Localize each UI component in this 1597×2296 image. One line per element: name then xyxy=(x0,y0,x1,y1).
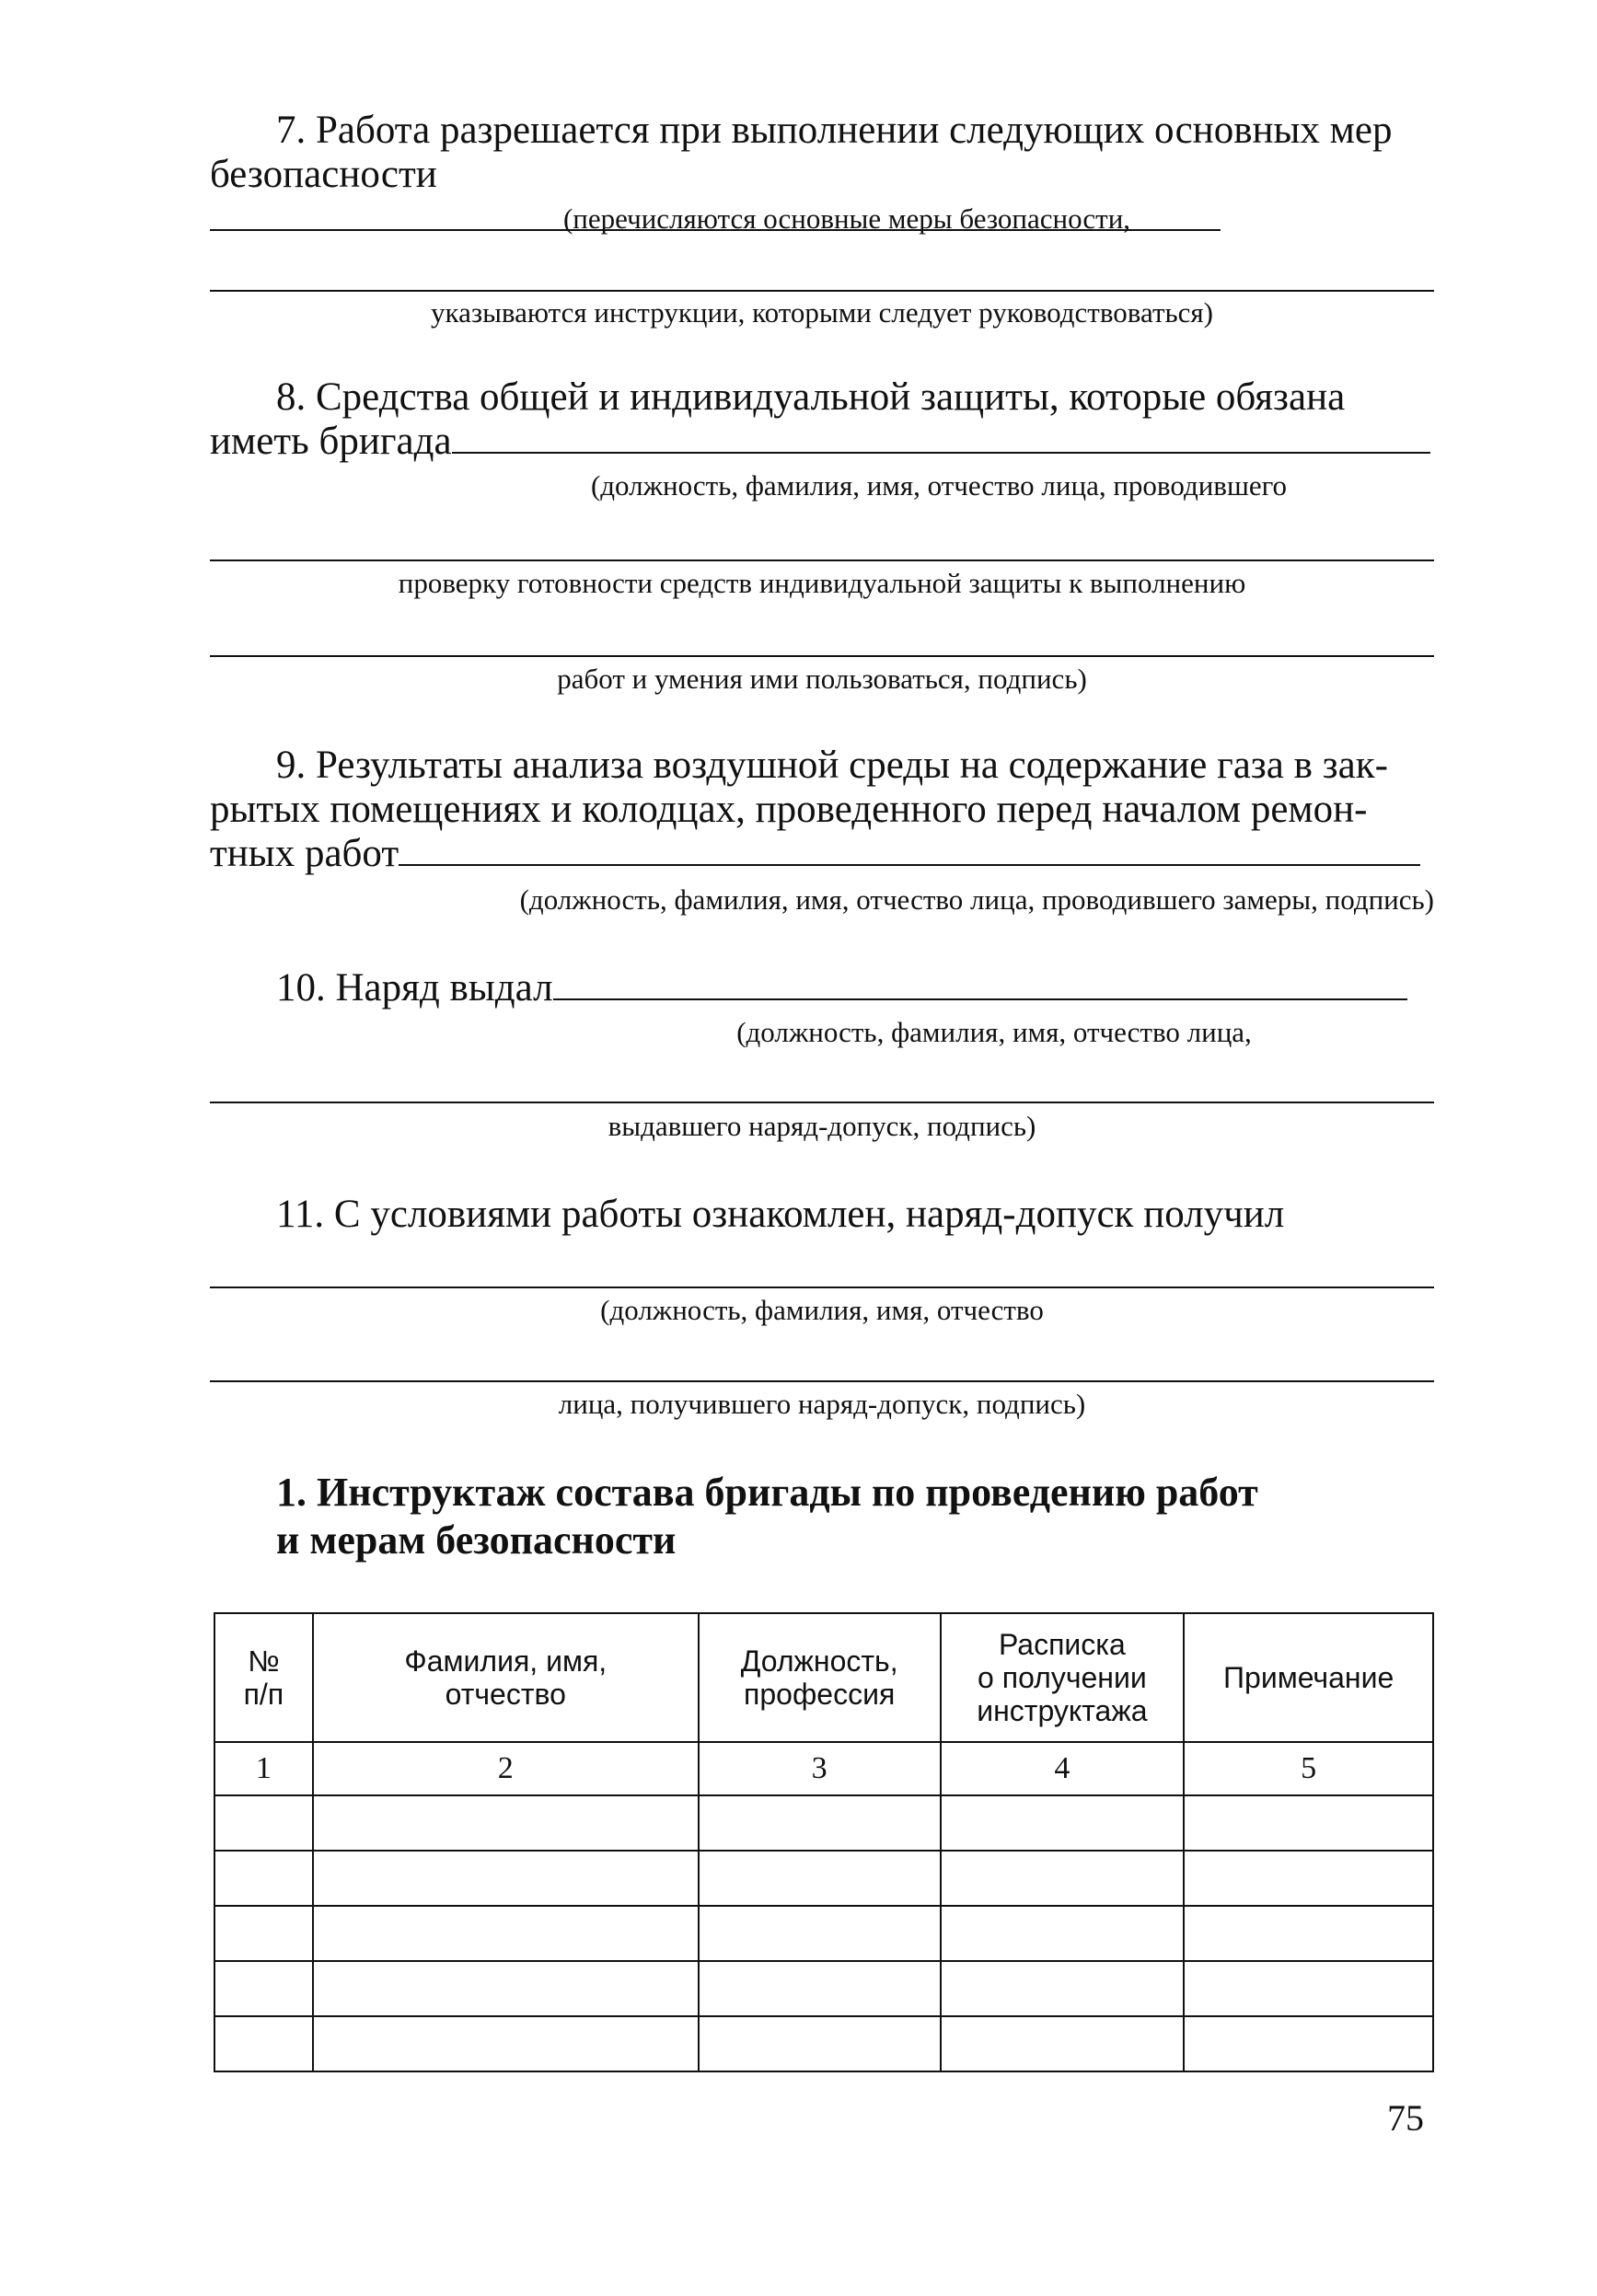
item-8-line1: 8. Средства общей и индивидуальной защиты, которые обязана xyxy=(276,375,1346,419)
table-cell xyxy=(699,1795,941,1851)
item-9-line3 xyxy=(210,832,1434,876)
table-cell xyxy=(1184,1961,1433,2016)
item-11 xyxy=(210,1193,1434,1237)
item-9-fill-line xyxy=(399,836,1420,866)
item-9-line1: 9. Результаты анализа воздушной среды на содержание газа в зак- xyxy=(276,744,1388,787)
item-10-caption-1: (должность, фамилия, имя, отчество лица, xyxy=(736,1016,1252,1048)
column-number-5: 5 xyxy=(1184,1742,1433,1795)
table-cell xyxy=(214,1851,313,1906)
item-8-rule-1 xyxy=(210,560,1434,561)
item-7-caption-1: (перечисляются основные меры безопасности, xyxy=(562,202,1131,235)
item-8-line2 xyxy=(210,420,1434,464)
item-11-rule-1 xyxy=(210,1286,1434,1288)
table-cell xyxy=(1184,1906,1433,1961)
header-receipt-line3: инструктажа xyxy=(977,1694,1148,1727)
column-number-3: 3 xyxy=(699,1742,941,1795)
item-10-caption-2: выдавшего наряд-допуск, подпись) xyxy=(608,1110,1036,1142)
table-cell xyxy=(699,2016,941,2071)
item-7-caption-2: указываются инструкции, которыми следует руководствоваться) xyxy=(431,296,1213,329)
table-cell xyxy=(313,1851,699,1906)
table-cell xyxy=(214,1961,313,2016)
table-cell xyxy=(214,1795,313,1851)
header-number xyxy=(214,1613,313,1742)
item-9-line2: рытых помещениях и колодцах, проведенного перед началом ремон- xyxy=(210,788,1368,831)
column-number-2: 2 xyxy=(313,1742,699,1795)
header-note xyxy=(1184,1613,1433,1742)
item-9-line3-text: тных работ xyxy=(210,832,399,875)
table-row xyxy=(214,2016,1433,2071)
table-cell xyxy=(214,2016,313,2071)
table-cell xyxy=(313,1795,699,1851)
item-7-line2-text: безопасности xyxy=(210,153,437,196)
item-8-fill-line xyxy=(452,424,1430,454)
header-receipt-line2: о получении xyxy=(978,1661,1147,1694)
header-position xyxy=(699,1613,941,1742)
table-cell xyxy=(1184,1851,1433,1906)
table-cell xyxy=(214,1906,313,1961)
table-row xyxy=(214,1906,1433,1961)
item-8 xyxy=(210,375,1434,464)
section-heading xyxy=(276,1469,1436,1564)
table-header-row xyxy=(214,1613,1433,1742)
item-8-caption-3: работ и умения ими пользоваться, подпись) xyxy=(557,663,1087,695)
table-column-number-row xyxy=(214,1742,1433,1795)
header-receipt xyxy=(941,1613,1185,1742)
item-8-caption-1: (должность, фамилия, имя, отчество лица, проводившего xyxy=(590,469,1288,502)
table-cell xyxy=(941,1906,1185,1961)
table-row xyxy=(214,1961,1433,2016)
header-receipt-line1: Расписка xyxy=(998,1628,1126,1661)
header-full-name-line1: Фамилия, имя, xyxy=(404,1644,608,1678)
item-10 xyxy=(210,966,1434,1010)
header-note-line1: Примечание xyxy=(1223,1661,1394,1694)
item-7-line1: 7. Работа разрешается при выполнении следующих основных мер xyxy=(276,109,1393,152)
item-7-rule xyxy=(210,290,1434,292)
page-number: 75 xyxy=(1387,2097,1424,2139)
table-cell xyxy=(313,1961,699,2016)
item-11-caption-2: лица, получившего наряд-допуск, подпись) xyxy=(558,1388,1086,1420)
header-number-line1: № xyxy=(248,1644,280,1678)
item-11-rule-2 xyxy=(210,1380,1434,1382)
instruction-table xyxy=(214,1612,1434,2072)
table-empty-rows xyxy=(214,1795,1433,2071)
table-cell xyxy=(699,1851,941,1906)
table-cell xyxy=(1184,2016,1433,2071)
item-8-line2-text: иметь бригада xyxy=(210,420,452,463)
table-cell xyxy=(313,1906,699,1961)
item-9-caption: (должность, фамилия, имя, отчество лица, проводившего замеры, подпись) xyxy=(519,883,1434,916)
item-10-rule xyxy=(210,1102,1434,1103)
header-full-name-line2: отчество xyxy=(445,1678,566,1711)
item-11-line: 11. С условиями работы ознакомлен, наряд-допуск получил xyxy=(276,1193,1285,1236)
table-cell xyxy=(941,1851,1185,1906)
column-number-1: 1 xyxy=(214,1742,313,1795)
table-cell xyxy=(941,1795,1185,1851)
section-heading-line1: 1. Инструктаж состава бригады по проведению работ xyxy=(276,1470,1258,1515)
table-cell xyxy=(941,1961,1185,2016)
table-row xyxy=(214,1795,1433,1851)
item-8-caption-2: проверку готовности средств индивидуальной защиты к выполнению xyxy=(398,567,1246,599)
item-9 xyxy=(210,744,1434,876)
header-full-name xyxy=(313,1613,699,1742)
item-10-line xyxy=(210,966,1434,1010)
item-11-caption-1: (должность, фамилия, имя, отчество xyxy=(600,1294,1044,1326)
table-cell xyxy=(941,2016,1185,2071)
table-cell xyxy=(313,2016,699,2071)
table-cell xyxy=(699,1961,941,2016)
table-cell xyxy=(1184,1795,1433,1851)
header-position-line2: профессия xyxy=(744,1678,896,1711)
item-10-text: 10. Наряд выдал xyxy=(276,966,553,1010)
header-number-line2: п/п xyxy=(243,1678,284,1711)
item-8-rule-2 xyxy=(210,655,1434,657)
table-row xyxy=(214,1851,1433,1906)
section-heading-line2: и мерам безопасности xyxy=(276,1517,677,1563)
table-cell xyxy=(699,1906,941,1961)
item-10-fill-line xyxy=(553,971,1407,1000)
header-position-line1: Должность, xyxy=(740,1644,898,1678)
column-number-4: 4 xyxy=(941,1742,1185,1795)
